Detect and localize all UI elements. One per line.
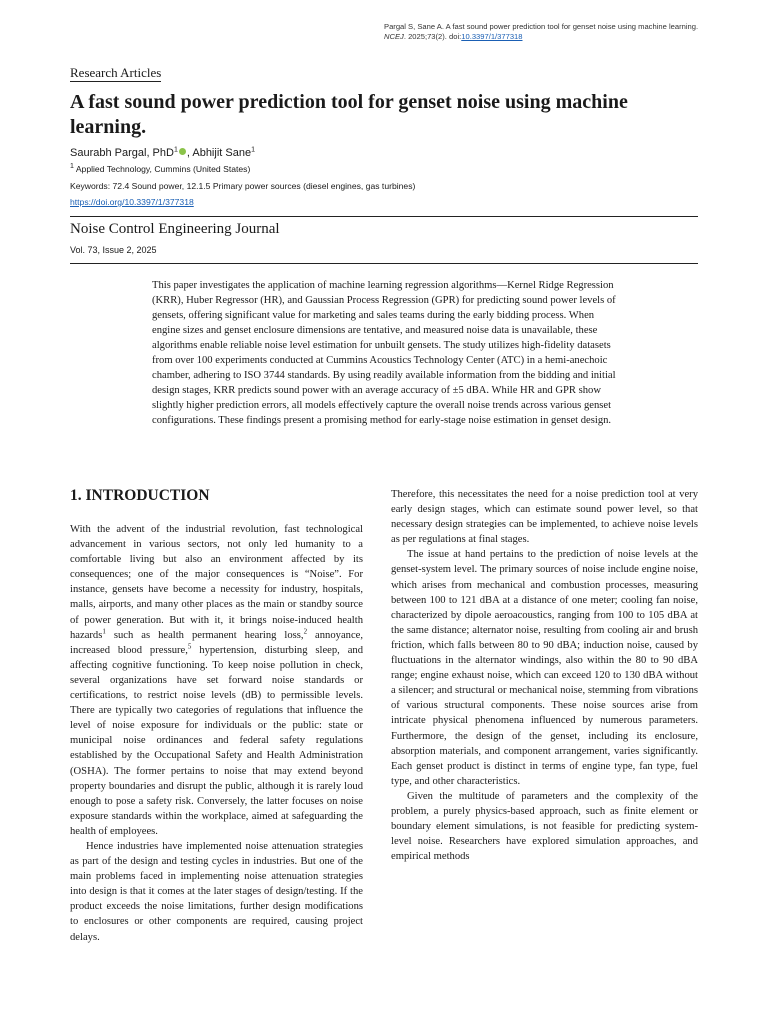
paragraph: The issue at hand pertains to the prediction of noise levels at the genset-system level. The primary sources of noise include engine noise, which arises from mechanical and combustion processes, measuring between 100 to 121 dBA at a distance of one meter; cooling fan noise, characterized by dipole aeroacoustics, ranging from 100 to 105 dBA at the same distance; alternator noise, resulting from cooling air and brush friction, which falls between 80 to 90 dBA; induction noise, caused by fluctuations in the alternator windings, also within the 80 to 90 dBA range; engine exhaust noise, which can exceed 120 to 130 dBA without a silencer; and structural or mechanical noise, stemming from vibrations of various structural components. These noise sources arise from intricate physical phenomena influenced by numerous parameters. Furthermore, the design of the genset, including its enclosure, absorption materials, and component arrangement, varies significantly. Each genset product is distinct in terms of engine type, fan type, fuel type, and other characteristics. xyxy=(391,549,698,787)
article-header xyxy=(70,64,698,210)
paragraph-text: annoyance, increased blood pressure, xyxy=(70,629,363,656)
paragraph: Therefore, this necessitates the need for a noise prediction tool at very early design stages, which can estimate sound power level, so that necessary design strategies can be implemented, to achieve noise levels as per regulations at final stages. xyxy=(391,489,698,546)
affiliation-text: Applied Technology, Cummins (United States) xyxy=(73,164,251,174)
citation-doi-link[interactable]: 10.3397/1/377318 xyxy=(461,32,523,41)
citation-text: Pargal S, Sane A. A fast sound power prediction tool for genset noise using machine learning. xyxy=(384,22,699,31)
paragraph-text: such as health permanent hearing loss, xyxy=(105,629,304,641)
paragraph: Given the multitude of parameters and the complexity of the problem, a purely physics-based approach, such as finite element or boundary element simulations, is not feasible for predicting system-level noise. Researchers have explored simulation approaches, and empirical methods xyxy=(391,790,698,863)
article-category: Research Articles xyxy=(70,65,162,80)
article-title: A fast sound power prediction tool for genset noise using machine learning. xyxy=(70,91,628,138)
left-column xyxy=(70,486,363,945)
reference-marker[interactable]: 1 xyxy=(102,627,106,636)
author-name[interactable]: Saurabh Pargal, PhD xyxy=(70,147,174,159)
abstract: This paper investigates the application of machine learning regression algorithms—Kernel Ridge Regression (KRR), Huber Regressor (HR), and Gaussian Process Regression (GPR) for predicting sound power levels of gensets, offering significant value for marketing and sales teams during the early bidding process. When engine sizes and genset enclosure dimensions are tentative, and measured noise data is unavailable, these algorithms enable reliable noise level estimation for unbuilt gensets. The study utilizes high-fidelity datasets from over 100 experiments conducted at Cummins Acoustics Technology Center (ATC) in a hemi-anechoic chamber, adhering to ISO 3744 standards. By using readily available information from the bidding and initial design stages, KRR predicts sound power with an average accuracy of ±5 dBA. While HR and GPR show slightly higher prediction errors, all models effectively capture the overall noise trends across various genset configurations. These findings present a promising method for early-stage noise estimation in genset design. xyxy=(152,280,616,426)
divider xyxy=(70,263,698,264)
citation-journal: NCEJ xyxy=(384,32,404,41)
orcid-icon[interactable] xyxy=(179,148,186,155)
reference-marker[interactable]: 5 xyxy=(187,642,192,651)
affiliation-marker: 1 xyxy=(251,146,255,154)
citation-volume: . 2025;73(2). doi: xyxy=(403,32,462,41)
paragraph-text: hypertension, disturbing sleep, and affecting cognitive functioning. To keep noise pollution in check, several organizations have set forward noise standards or certifications, to restrict noise levels (dB) to permissible levels. There are typically two categories of regulations that influence the level of noise exposure for individuals or the public: state or municipal noise ordinances and federal safety regulations established by the Occupational Safety and Health Administration (OSHA). The former pertains to noise that may extend beyond property boundaries and disrupt the public, although it is rarely loud enough to pose a safety risk. Conversely, the latter focuses on noise exposure standards within the workplace, aimed at safeguarding the health of employees. xyxy=(70,644,364,837)
paragraph: Hence industries have implemented noise attenuation strategies as part of the design and testing cycles in industries. But one of the main problems faced in implementing noise attenuation strategies into design is that it comes at the later stages of design/testing. If the product exceeds the noise limitations, further design modifications to enclosures or other components are required, causing project delays. xyxy=(70,840,363,943)
keywords: Keywords: 72.4 Sound power, 12.1.5 Primary power sources (diesel engines, gas turbines) xyxy=(70,181,416,191)
reference-marker[interactable]: 2 xyxy=(303,627,308,636)
running-citation xyxy=(384,22,704,42)
affiliation-marker: 1 xyxy=(173,146,178,154)
doi-link[interactable]: https://doi.org/10.3397/1/377318 xyxy=(70,197,194,207)
affiliation xyxy=(70,164,698,175)
author-list xyxy=(70,146,698,160)
paragraph-text: With the advent of the industrial revolution, fast technological advancement in various sectors, not only led humanity to a comfortable living but also an environment affected by its consequences; one of the major consequences is “Noise”. For instance, gensets have become a necessity for industry, hospitals, malls, airports, and many other places as the main or standby source of power generation. But with it, it brings noise-induced health hazards xyxy=(70,524,363,641)
section-heading: 1. INTRODUCTION xyxy=(70,487,210,504)
right-column xyxy=(391,487,698,864)
journal-volume: Vol. 73, Issue 2, 2025 xyxy=(70,245,157,255)
paragraph xyxy=(70,522,363,839)
affiliation-marker: 1 xyxy=(70,163,74,171)
author-name[interactable]: , Abhijit Sane xyxy=(186,147,252,159)
divider xyxy=(70,216,698,217)
journal-name: Noise Control Engineering Journal xyxy=(70,221,280,237)
